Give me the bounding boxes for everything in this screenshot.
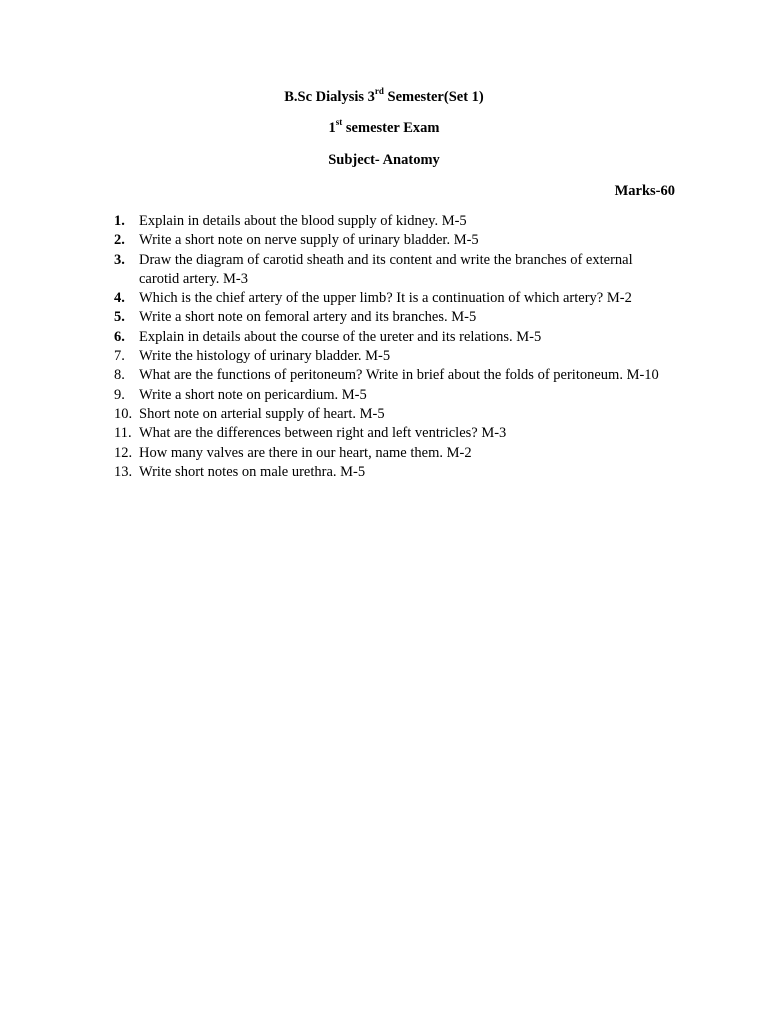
question-text: Explain in details about the blood supply of kidney. M-5 bbox=[139, 213, 467, 229]
question-text: Explain in details about the course of the ureter and its relations. M-5 bbox=[139, 328, 542, 345]
course-title-text: B.Sc Dialysis 3 bbox=[284, 89, 375, 105]
question-item bbox=[114, 328, 674, 347]
question-number: 8. bbox=[114, 367, 125, 384]
question-text: Short note on arterial supply of heart. M-5 bbox=[139, 405, 385, 422]
question-number: 5. bbox=[114, 309, 125, 326]
question-item bbox=[114, 405, 674, 424]
question-text: Draw the diagram of carotid sheath and its content and write the branches of external carotid artery. M-3 bbox=[139, 251, 633, 287]
subject-title: Subject- Anatomy bbox=[328, 152, 440, 168]
question-list bbox=[114, 212, 674, 482]
question-number: 6. bbox=[114, 328, 125, 345]
question-text: Which is the chief artery of the upper limb? It is a continuation of which artery? M-2 bbox=[139, 290, 632, 307]
question-number: 3. bbox=[114, 251, 125, 268]
question-text: Write a short note on pericardium. M-5 bbox=[139, 386, 367, 403]
question-text: Write short notes on male urethra. M-5 bbox=[139, 463, 366, 480]
question-number: 4. bbox=[114, 290, 125, 307]
question-item bbox=[114, 424, 674, 443]
course-title-superscript: rd bbox=[374, 86, 384, 97]
question-number: 12. bbox=[114, 444, 133, 461]
total-marks: Marks-60 bbox=[614, 183, 675, 199]
question-text: Write a short note on nerve supply of urinary bladder. M-5 bbox=[139, 232, 479, 249]
question-text: Write the histology of urinary bladder. M-5 bbox=[139, 348, 391, 365]
question-text: How many valves are there in our heart, name them. M-2 bbox=[139, 444, 472, 461]
question-number: 2. bbox=[114, 232, 125, 249]
question-number: 13. bbox=[114, 463, 133, 480]
question-item bbox=[114, 444, 674, 463]
question-item bbox=[114, 251, 674, 290]
course-title bbox=[0, 88, 768, 106]
question-item bbox=[114, 463, 674, 482]
question-item bbox=[114, 308, 674, 327]
exam-title-number: 1 bbox=[328, 120, 336, 136]
exam-title-text: semester Exam bbox=[342, 120, 440, 136]
question-item bbox=[114, 231, 674, 250]
exam-title bbox=[0, 119, 768, 137]
question-text: What are the functions of peritoneum? Write in brief about the folds of peritoneum. M-10 bbox=[139, 367, 659, 384]
question-number: 7. bbox=[114, 348, 125, 365]
question-number: 11. bbox=[114, 425, 132, 442]
question-item bbox=[114, 386, 674, 405]
question-number: 1. bbox=[114, 213, 125, 229]
question-number: 9. bbox=[114, 386, 125, 403]
course-title-suffix: Semester(Set 1) bbox=[383, 89, 484, 105]
question-item bbox=[114, 212, 674, 231]
question-number: 10. bbox=[114, 405, 133, 422]
question-item bbox=[114, 347, 674, 366]
question-text: What are the differences between right and left ventricles? M-3 bbox=[139, 425, 507, 442]
question-item bbox=[114, 366, 674, 385]
question-item bbox=[114, 289, 674, 308]
question-text: Write a short note on femoral artery and its branches. M-5 bbox=[139, 309, 477, 326]
exam-title-superscript: st bbox=[335, 117, 343, 128]
